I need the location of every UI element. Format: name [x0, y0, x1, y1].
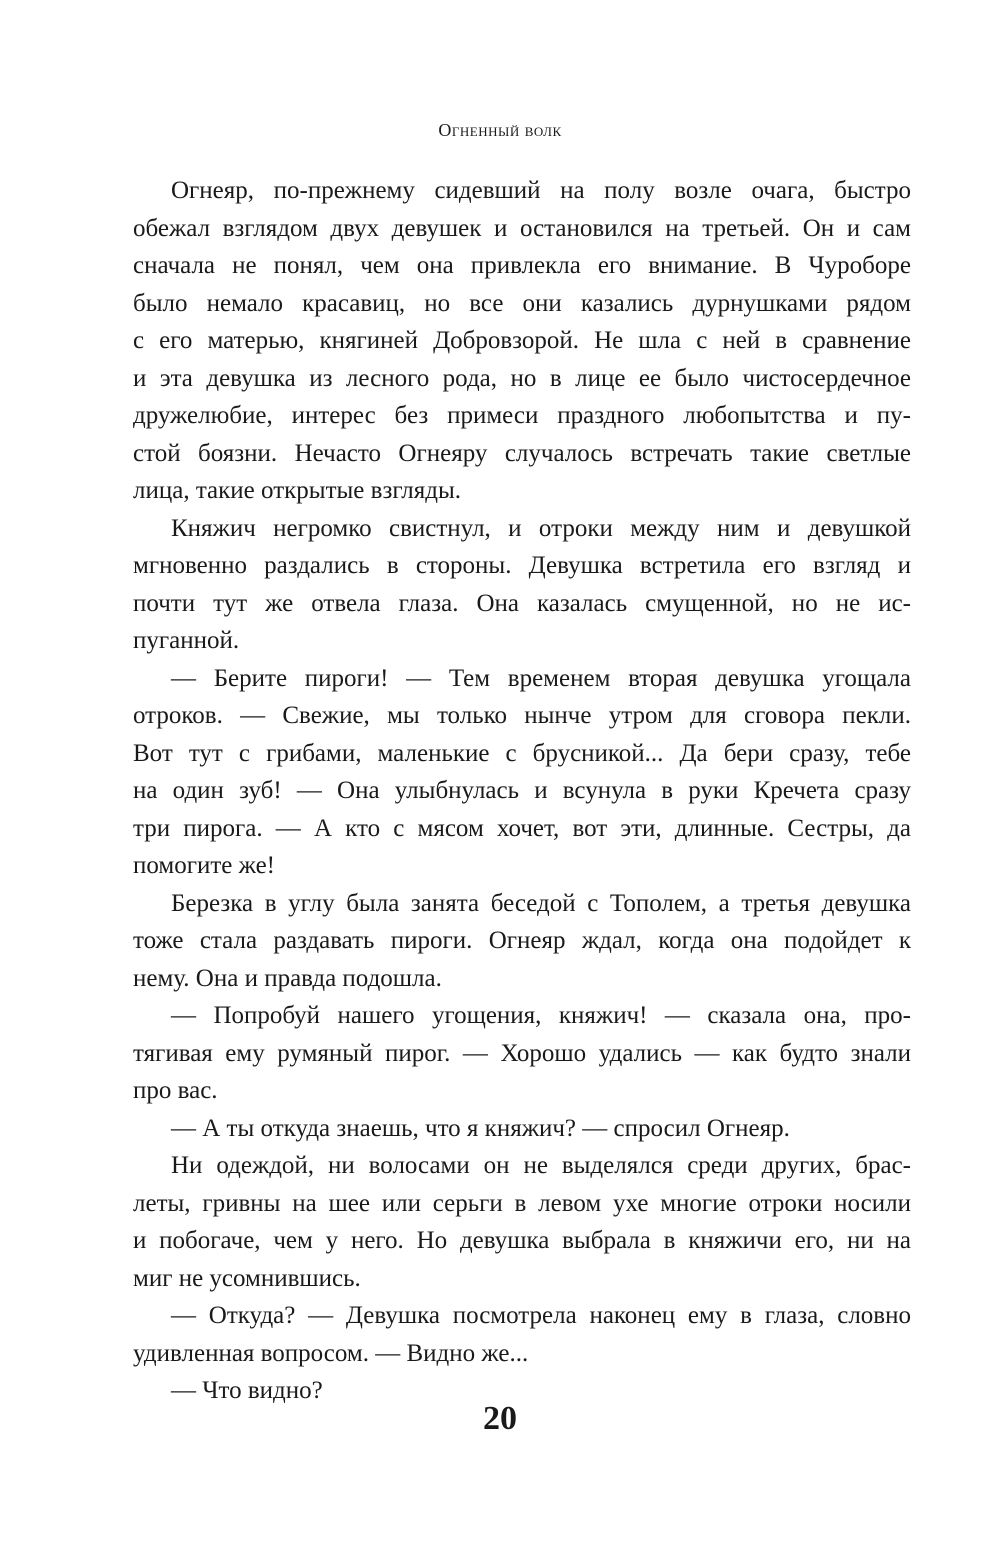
text-line: пуганной.: [133, 627, 240, 654]
text-line: обежал взглядом двух девушек и остановился на третьей. Он и сам: [133, 214, 911, 242]
running-head-title: Огненный волк: [438, 120, 562, 140]
text-line: — Откуда? — Девушка посмотрела наконец ему в глаза, словно: [171, 1302, 911, 1329]
text-line: — А ты откуда знаешь, что я княжич? — спросил Огнеяр.: [171, 1114, 790, 1142]
text-line: мгновенно раздались в стороны. Девушка встретила его взгляд и: [133, 552, 911, 579]
text-line: — Что видно?: [171, 1377, 323, 1404]
text-line: тоже стала раздавать пироги. Огнеяр ждал, когда она подойдет к: [133, 927, 911, 954]
text-line: тягивая ему румяный пирог. — Хорошо удались — как будто знали: [133, 1039, 911, 1067]
text-line: и эта девушка из лесного рода, но в лице ее было чистосердечное: [133, 364, 911, 392]
text-line: леты, гривны на шее или серьги в левом ухе многие отроки носили: [133, 1189, 911, 1217]
text-line: про вас.: [133, 1077, 218, 1104]
text-line: лица, такие открытые взгляды.: [133, 477, 462, 504]
text-line: миг не усомнившись.: [133, 1264, 361, 1292]
text-line: Вот тут с грибами, маленькие с брусникой... Да бери сразу, тебе: [133, 739, 911, 767]
text-line: сначала не понял, чем она привлекла его внимание. В Чуроборе: [133, 252, 911, 279]
text-line: отроков. — Свежие, мы только нынче утром для сговора пекли.: [133, 702, 911, 729]
page-number: 20: [483, 1400, 517, 1437]
text-line: с его матерью, княгиней Добровзорой. Не шла с ней в сравнение: [133, 327, 911, 354]
body-text: [133, 172, 911, 1410]
text-line: — Берите пироги! — Тем временем вторая девушка угощала: [171, 664, 911, 692]
text-line: нему. Она и правда подошла.: [133, 964, 442, 992]
text-line: удивленная вопросом. — Видно же...: [133, 1339, 529, 1367]
text-line: было немало красавиц, но все они казались дурнушками рядом: [133, 289, 911, 317]
text-line: стой боязни. Нечасто Огнеяру случалось встречать такие светлые: [133, 439, 911, 467]
text-line: Княжич негромко свистнул, и отроки между ним и девушкой: [171, 514, 911, 542]
text-line: Ни одеждой, ни волосами он не выделялся среди других, брас-: [171, 1152, 911, 1179]
text-line: дружелюбие, интерес без примеси праздного любопытства и пу-: [133, 402, 911, 429]
text-line: помогите же!: [133, 852, 275, 879]
text-line: Огнеяр, по-прежнему сидевший на полу возле очага, быстро: [171, 177, 911, 204]
text-line: почти тут же отвела глаза. Она казалась смущенной, но не ис-: [133, 589, 911, 617]
text-line: — Попробуй нашего угощения, княжич! — сказала она, про-: [171, 1002, 911, 1029]
text-line: три пирога. — А кто с мясом хочет, вот эти, длинные. Сестры, да: [133, 814, 911, 842]
text-line: на один зуб! — Она улыбнулась и всунула в руки Кречета сразу: [133, 777, 911, 804]
text-line: и побогаче, чем у него. Но девушка выбрала в княжичи его, ни на: [133, 1227, 911, 1254]
text-line: Березка в углу была занята беседой с Тополем, а третья девушка: [171, 889, 911, 917]
